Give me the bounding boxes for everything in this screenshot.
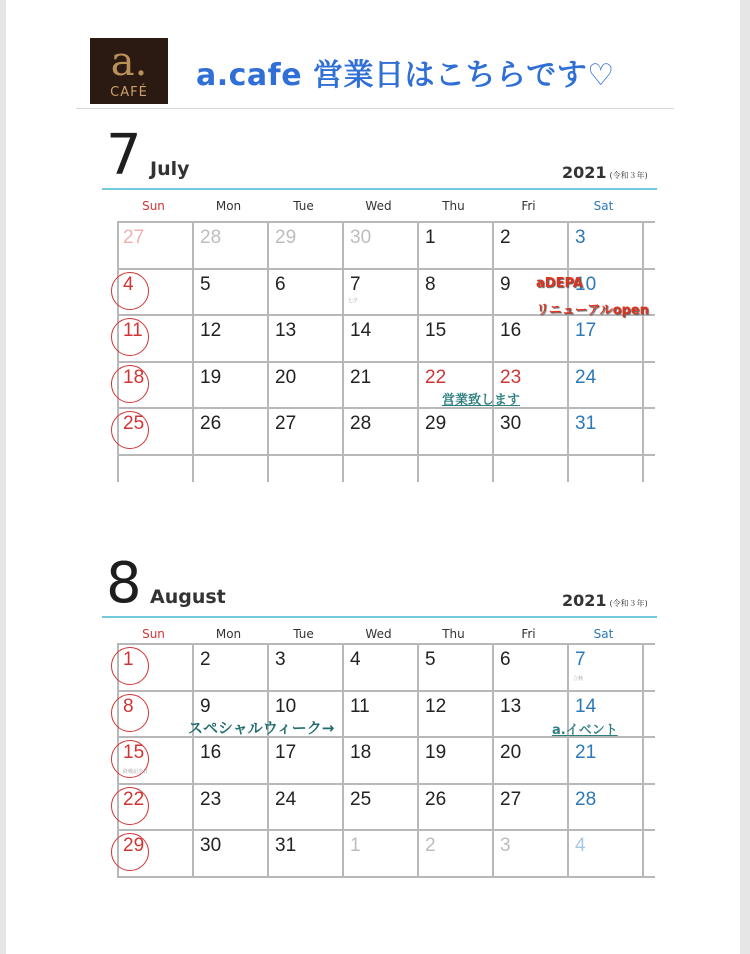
august-day-cell: 27 [500,788,522,810]
august-grid-col-line [567,643,569,876]
august-weekday-fri: Fri [521,627,536,641]
august-day-cell: 17 [275,742,297,763]
august-day-cell: 12 [425,695,447,717]
july-weekday-sun: Sun [142,199,165,213]
august-day-cell: 4 [350,649,361,670]
august-day-cell: 15 [123,742,145,763]
july-day-cell: 14 [350,320,372,341]
august-grid-col-line [642,643,644,876]
august-day-cell: 1 [350,835,361,856]
august-weekday-sat: Sat [593,627,614,641]
july-day-cell: 23 [500,366,522,388]
july-grid-col-line [342,221,344,482]
renewal-open-annotation: リニューアルopen [536,303,649,318]
july-day-cell: 25 [123,413,145,434]
july-day-cell: 19 [200,366,222,388]
august-month-name: August [150,586,226,608]
july-day-cell: 15 [425,320,447,341]
august-sunday-circle [111,647,149,685]
august-day-cell: 14 [575,695,597,717]
august-grid-col-line [492,643,494,876]
july-day-cell: 30 [350,227,372,248]
july-day-cell: 30 [500,413,522,434]
august-grid-row-line [117,643,655,645]
august-day-cell: 1 [123,649,134,670]
july-weekday-tue: Tue [293,199,314,213]
july-day-cell: 13 [275,320,297,341]
july-day-cell: 27 [123,227,145,248]
july-weekday-mon: Mon [215,199,242,213]
august-sunday-circle [111,833,149,871]
july-day-cell: 7 [350,273,361,295]
tanabata-note: 七夕 [348,298,359,304]
july-day-cell: 2 [500,227,511,248]
august-day-cell: 21 [575,742,597,763]
july-grid-row-line [117,407,655,409]
august-day-cell: 2 [425,835,436,856]
july-grid-row-line [117,221,655,223]
page-headline: a.cafe 営業日はこちらです♡ [196,58,615,93]
july-weekday-fri: Fri [521,199,536,213]
august-year: 2021 (令和３年) [562,591,648,610]
august-weekday-thu: Thu [442,627,465,641]
july-day-cell: 31 [575,413,597,434]
august-weekday-tue: Tue [293,627,314,641]
july-grid-row-line [117,361,655,363]
july-era: (令和３年) [609,171,648,180]
july-day-cell: 29 [425,413,447,434]
august-day-cell: 23 [200,788,222,810]
august-day-cell: 20 [500,742,522,763]
august-era: (令和３年) [609,599,648,608]
august-day-cell: 18 [350,742,372,763]
august-weekday-sun: Sun [142,627,165,641]
july-day-cell: 5 [200,273,211,295]
july-day-cell: 8 [425,273,436,295]
august-day-cell: 5 [425,649,436,670]
july-weekday-thu: Thu [442,199,465,213]
open-days-annotation: 営業致します [442,393,521,408]
header-divider [76,108,674,109]
july-grid-col-line [567,221,569,482]
logo-letter: a. [110,39,148,85]
august-month-number: 8 [106,551,142,616]
adepa-annotation: aDEPA [536,276,583,291]
cafe-logo [90,38,168,104]
august-day-cell: 19 [425,742,447,763]
july-sunday-circle [111,411,149,449]
july-sunday-circle [111,365,149,403]
july-title-rule [102,188,657,190]
july-day-cell: 20 [275,366,297,388]
july-day-cell: 28 [350,413,372,434]
july-weekday-sat: Sat [593,199,614,213]
july-day-cell: 6 [275,273,286,295]
july-day-cell: 22 [425,366,447,388]
august-grid-col-line [417,643,419,876]
july-day-cell: 3 [575,227,586,248]
july-year: 2021 (令和３年) [562,163,648,182]
august-day-cell: 4 [575,835,586,856]
july-month-name: July [150,158,190,180]
august-day-cell: 11 [350,695,370,717]
july-sunday-circle [111,272,149,310]
august-day-cell: 26 [425,788,447,810]
august-weekday-mon: Mon [215,627,242,641]
august-sunday-circle [111,694,149,732]
august-grid-col-line [192,643,194,876]
july-day-cell: 17 [575,320,597,341]
july-day-cell: 4 [123,273,134,295]
august-title-rule [102,616,657,618]
august-day-cell: 2 [200,649,211,670]
august-grid-row-line [117,829,655,831]
july-grid-col-line [267,221,269,482]
august-day-cell: 7 [575,649,586,670]
july-weekday-wed: Wed [365,199,392,213]
august-day-cell: 3 [500,835,511,856]
july-day-cell: 28 [200,227,222,248]
august-day-cell: 24 [275,788,297,810]
july-day-cell: 18 [123,366,145,388]
august-day-cell: 8 [123,695,134,717]
risshu-note: 立秋 [573,676,584,682]
july-grid-row-line [117,268,655,270]
july-grid-col-line [417,221,419,482]
july-day-cell: 11 [123,320,143,341]
august-day-cell: 25 [350,788,372,810]
august-grid-col-line [342,643,344,876]
shusen-note: 終戦記念日 [123,769,149,775]
august-day-cell: 31 [275,835,297,856]
july-grid-col-line [642,221,644,482]
july-day-cell: 24 [575,366,597,388]
august-day-cell: 3 [275,649,286,670]
july-month-number: 7 [106,123,142,188]
july-day-cell: 26 [200,413,222,434]
august-day-cell: 9 [200,695,211,717]
august-day-cell: 29 [123,835,145,856]
logo-word: CAFÉ [110,85,148,100]
august-grid-row-line [117,876,655,878]
special-week-annotation: スペシャルウィーク→ [188,719,335,737]
july-day-cell: 16 [500,320,522,341]
august-sunday-circle [111,787,149,825]
august-grid-col-line [267,643,269,876]
august-day-cell: 22 [123,788,145,810]
july-day-cell: 29 [275,227,297,248]
august-grid-row-line [117,783,655,785]
july-day-cell: 1 [425,227,436,248]
july-day-cell: 27 [275,413,297,434]
july-grid-row-line [117,454,655,456]
august-day-cell: 10 [275,695,297,717]
july-grid-col-line [192,221,194,482]
event-annotation: a.イベント [552,723,618,738]
august-day-cell: 28 [575,788,597,810]
august-day-cell: 6 [500,649,511,670]
july-day-cell: 21 [350,366,372,388]
july-day-cell: 12 [200,320,222,341]
august-grid-row-line [117,690,655,692]
july-day-cell: 10 [575,273,597,295]
august-day-cell: 13 [500,695,522,717]
july-day-cell: 9 [500,273,511,295]
july-sunday-circle [111,318,149,356]
august-day-cell: 16 [200,742,222,763]
august-weekday-wed: Wed [365,627,392,641]
july-grid-col-line [492,221,494,482]
august-day-cell: 30 [200,835,222,856]
